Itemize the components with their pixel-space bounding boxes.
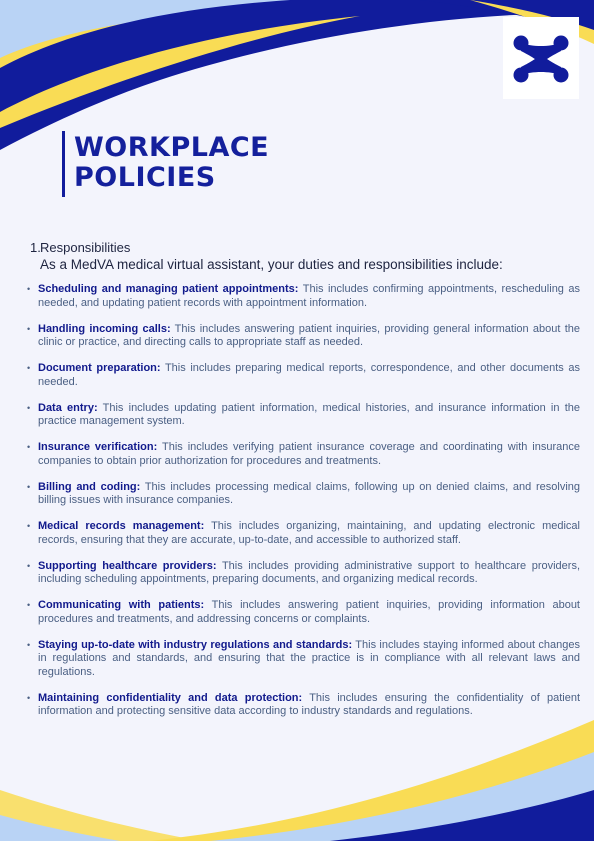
- item-text: This includes ensuring the confidentiality of patient information and protecting sensitive data according to industry standards and regulations.: [38, 691, 580, 717]
- section-heading: [30, 240, 580, 256]
- item-term: Supporting healthcare providers:: [38, 559, 217, 572]
- list-item: [27, 401, 580, 429]
- item-term: Billing and coding:: [38, 480, 141, 493]
- list-item: [27, 691, 580, 719]
- item-term: Document preparation:: [38, 362, 161, 374]
- medva-x-logo-icon: [503, 17, 579, 99]
- list-item: [27, 441, 580, 468]
- title-line-2: POLICIES: [74, 162, 216, 193]
- bullet-icon: •: [27, 521, 31, 531]
- item-term: Handling incoming calls:: [38, 322, 171, 335]
- item-text: This includes providing administrative support to healthcare providers, including scheduling appointments, preparing documents, and organizing medical records.: [38, 559, 580, 585]
- list-item: [27, 322, 580, 350]
- title-accent-bar: [62, 131, 65, 197]
- section-intro: As a MedVA medical virtual assistant, your duties and responsibilities include:: [40, 257, 503, 272]
- item-term: Scheduling and managing patient appointments:: [38, 283, 299, 295]
- title-line-1: WORKPLACE: [74, 132, 270, 163]
- bullet-icon: •: [27, 560, 31, 571]
- item-term: Insurance verification:: [38, 441, 158, 453]
- item-term: Staying up-to-date with industry regulations and standards:: [38, 638, 353, 651]
- list-item: [27, 520, 580, 547]
- section-number: 1.: [30, 240, 41, 255]
- bullet-icon: •: [27, 363, 31, 373]
- list-item: [27, 599, 580, 626]
- item-term: Medical records management:: [38, 520, 205, 532]
- company-logo: [503, 17, 579, 99]
- list-item: [27, 480, 581, 508]
- item-text: This includes answering patient inquiries, providing information about procedures and treatments, and addressing concerns or complaints.: [38, 599, 580, 625]
- bullet-icon: •: [27, 692, 31, 703]
- responsibilities-section: [27, 240, 581, 731]
- item-text: This includes verifying patient insurance coverage and coordinating with insurance companies to obtain prior authorization for procedures and treatments.: [38, 441, 580, 467]
- item-term: Data entry:: [38, 401, 98, 414]
- bullet-icon: •: [27, 481, 31, 492]
- item-text: This includes staying informed about changes in regulations and standards, and ensuring that the practice is in compliance with all relevant laws and regulations.: [38, 638, 580, 678]
- item-term: Maintaining confidentiality and data protection:: [38, 691, 303, 704]
- list-item: [27, 362, 580, 389]
- list-item: [27, 559, 580, 587]
- bullet-icon: •: [27, 600, 31, 610]
- list-item: [27, 283, 581, 310]
- item-text: This includes updating patient information, medical histories, and insurance information in the practice management system.: [38, 401, 580, 427]
- list-item: [27, 638, 580, 680]
- item-text: This includes organizing, maintaining, and updating electronic medical records, ensuring that they are accurate, up-to-date, and accessible to authorized staff.: [38, 520, 580, 546]
- item-text: This includes processing medical claims, following up on denied claims, and resolving billing issues with insurance companies.: [38, 480, 581, 506]
- section-heading-text: Responsibilities: [40, 240, 131, 255]
- item-text: This includes answering patient inquiries, providing general information about the clinic or practice, and directing calls to appropriate staff as needed.: [38, 322, 580, 348]
- bullet-icon: •: [27, 402, 31, 413]
- bullet-icon: •: [27, 284, 31, 294]
- responsibilities-list: [27, 283, 581, 719]
- bullet-icon: •: [27, 323, 31, 334]
- bullet-icon: •: [27, 639, 31, 650]
- item-text: This includes preparing medical reports, correspondence, and other documents as needed.: [38, 362, 580, 388]
- page-title: [74, 133, 269, 193]
- bullet-icon: •: [27, 442, 31, 452]
- item-text: This includes confirming appointments, rescheduling as needed, and updating patient records with appointment information.: [38, 283, 581, 309]
- item-term: Communicating with patients:: [38, 599, 205, 611]
